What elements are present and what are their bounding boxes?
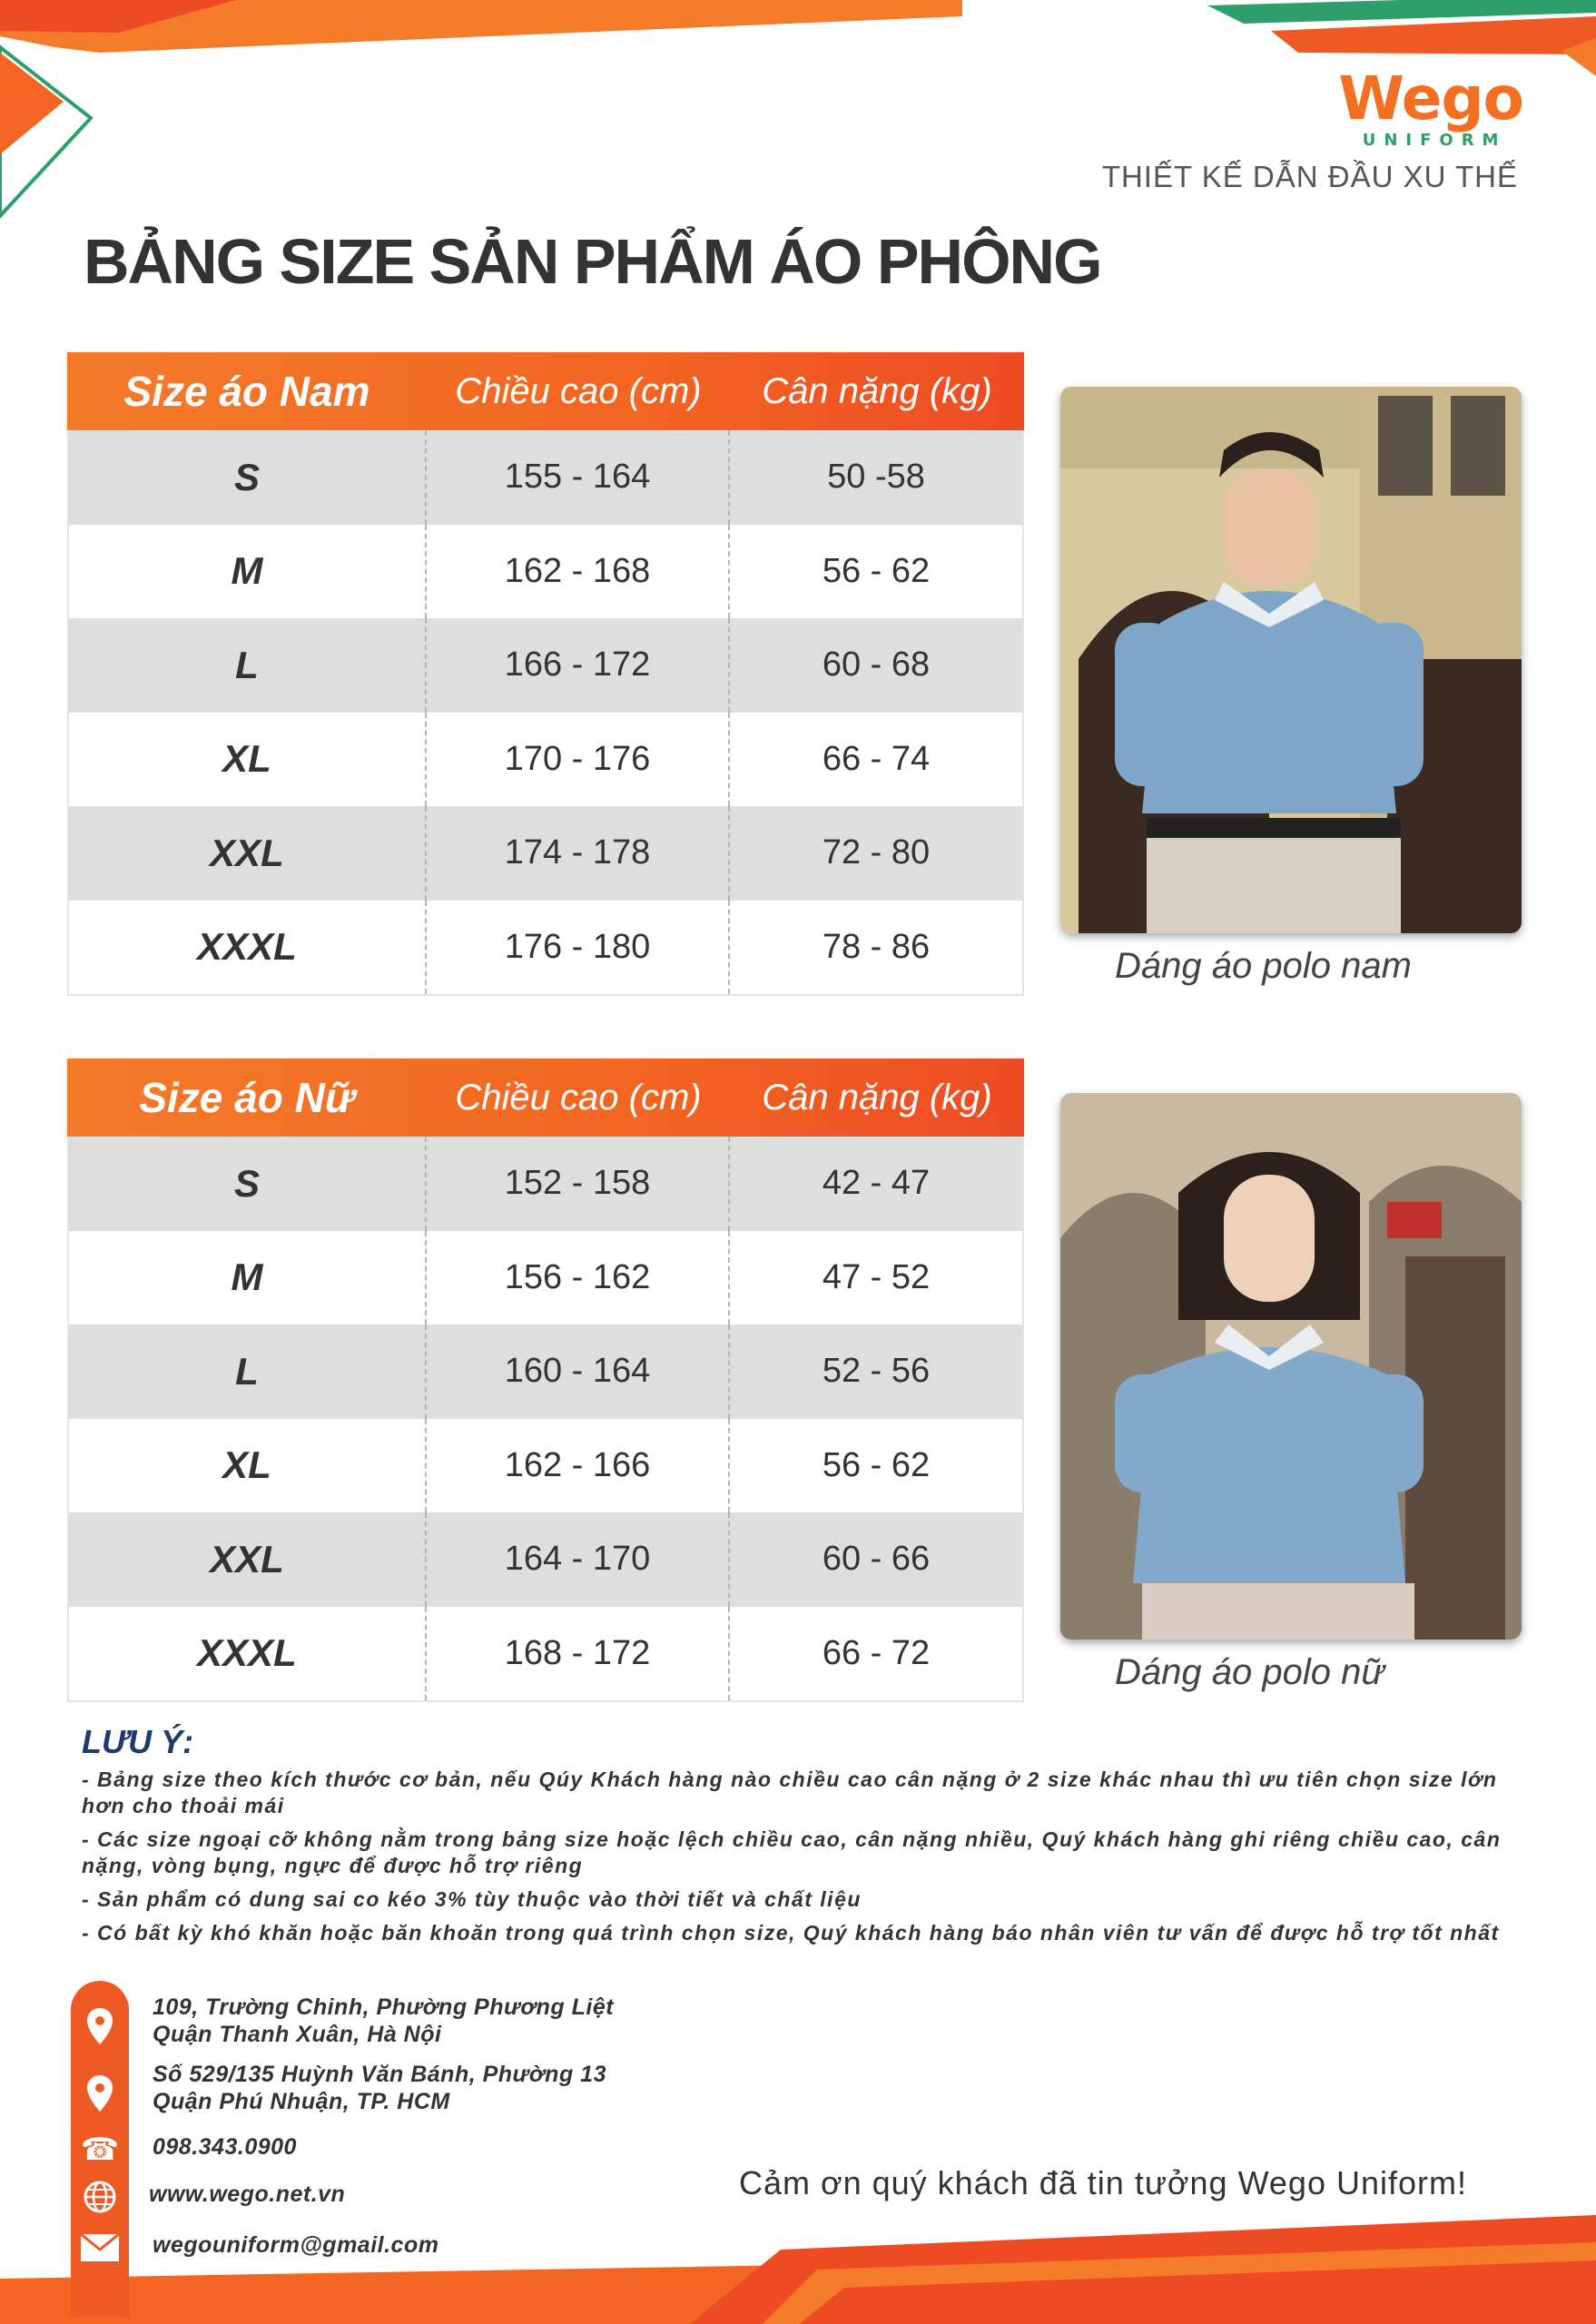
table-row: [67, 1607, 1024, 1701]
weight-cell: 72 - 80: [822, 833, 931, 872]
page-title: BẢNG SIZE SẢN PHẨM ÁO PHÔNG: [84, 226, 1101, 297]
table-row: [67, 806, 1024, 901]
height-cell: 166 - 172: [427, 618, 730, 713]
women-size-table: [67, 1059, 1024, 1702]
size-cell: XXL: [69, 806, 427, 901]
address-1-line-2: Quận Thanh Xuân, Hà Nội: [153, 2022, 442, 2047]
size-cell: S: [69, 430, 427, 525]
weight-cell: 66 - 74: [822, 739, 931, 778]
phone-icon: ☎: [80, 2132, 120, 2167]
weight-cell: 66 - 72: [822, 1633, 931, 1672]
mail-icon: [76, 2224, 123, 2271]
brand-sub: UNIFORM: [1362, 131, 1507, 150]
women-header-size: Size áo Nữ: [139, 1074, 355, 1121]
weight-cell: 52 - 56: [822, 1352, 931, 1391]
address-2-line-2: Quận Phú Nhuận, TP. HCM: [153, 2089, 450, 2114]
left-orange-triangle: [0, 53, 64, 154]
note-item: - Có bất kỳ khó khăn hoặc băn khoăn trong quá trình chọn size, Quý khách hàng báo nhân viên tư vấn để được hỗ trợ tốt nhất: [82, 1921, 1500, 1945]
brand-logo: [1338, 64, 1523, 150]
table-row: [67, 1324, 1024, 1419]
size-cell: XXXL: [69, 901, 427, 995]
height-cell: 162 - 168: [427, 525, 730, 619]
address-2-line-1: Số 529/135 Huỳnh Văn Bánh, Phường 13: [153, 2062, 606, 2087]
height-cell: 160 - 164: [427, 1324, 730, 1419]
women-polo-photo: [1060, 1093, 1522, 1640]
table-row: [67, 901, 1024, 995]
table-row: [67, 1512, 1024, 1607]
weight-cell: 56 - 62: [822, 551, 931, 590]
size-cell: XL: [69, 713, 427, 807]
table-row: [67, 713, 1024, 807]
note-item: - Bảng size theo kích thước cơ bản, nếu Qúy Khách hàng nào chiều cao cân nặng ở 2 size khác nhau thì ưu tiên chọn size lớn hơn cho thoải mái: [82, 1768, 1498, 1817]
slogan: THIẾT KẾ DẪN ĐẦU XU THẾ: [1101, 160, 1518, 193]
phone-number[interactable]: 098.343.0900: [153, 2134, 297, 2160]
note-item: - Sản phẩm có dung sai co kéo 3% tùy thuộc vào thời tiết và chất liệu: [82, 1887, 862, 1911]
table-row: [67, 430, 1024, 525]
size-cell: S: [69, 1137, 427, 1231]
size-cell: M: [69, 1231, 427, 1325]
height-cell: 174 - 178: [427, 806, 730, 901]
men-table-header: [67, 352, 1024, 430]
men-header-size: Size áo Nam: [123, 368, 370, 415]
weight-cell: 78 - 86: [822, 927, 931, 966]
height-cell: 155 - 164: [427, 430, 730, 525]
table-row: [67, 525, 1024, 619]
weight-cell: 42 - 47: [822, 1164, 931, 1203]
size-cell: XL: [69, 1419, 427, 1513]
size-cell: L: [69, 618, 427, 713]
weight-cell: 47 - 52: [822, 1257, 931, 1296]
men-header-weight: Cân nặng (kg): [762, 370, 992, 411]
size-cell: L: [69, 1324, 427, 1419]
men-size-table: [67, 352, 1024, 996]
height-cell: 162 - 166: [427, 1419, 730, 1513]
women-table-header: [67, 1059, 1024, 1137]
women-photo-caption: Dáng áo polo nữ: [1115, 1652, 1384, 1692]
table-row: [67, 1137, 1024, 1231]
men-photo-caption: Dáng áo polo nam: [1115, 946, 1412, 986]
women-header-height: Chiều cao (cm): [455, 1077, 702, 1118]
thank-you-message: Cảm ơn quý khách đã tin tưởng Wego Uniform!: [739, 2164, 1467, 2201]
top-right-orange-stripe: [1271, 16, 1596, 54]
men-header-height: Chiều cao (cm): [455, 370, 702, 411]
height-cell: 164 - 170: [427, 1512, 730, 1607]
brand-name: Wego: [1338, 64, 1523, 133]
website-link[interactable]: www.wego.net.vn: [149, 2181, 346, 2207]
size-cell: XXXL: [69, 1607, 427, 1701]
men-polo-photo: [1060, 387, 1522, 933]
globe-icon: [76, 2173, 123, 2221]
height-cell: 152 - 158: [427, 1137, 730, 1231]
note-item: - Các size ngoại cỡ không nằm trong bảng size hoặc lệch chiều cao, cân nặng nhiều, Quý khách hàng ghi riêng chiều cao, cân nặng, vòng bụng, ngực để được hỗ trợ riêng: [82, 1827, 1502, 1877]
address-1-line-1: 109, Trường Chinh, Phường Phương Liệt: [153, 1994, 615, 2020]
table-row: [67, 618, 1024, 713]
notes-title: LƯU Ý:: [82, 1723, 194, 1760]
map-pin-icon: [76, 2070, 123, 2117]
height-cell: 156 - 162: [427, 1231, 730, 1325]
size-cell: M: [69, 525, 427, 619]
table-row: [67, 1419, 1024, 1513]
address-1: [153, 1994, 614, 2048]
map-pin-icon: [76, 2003, 123, 2050]
email-link[interactable]: wegouniform@gmail.com: [153, 2232, 439, 2258]
size-cell: XXL: [69, 1512, 427, 1607]
women-header-weight: Cân nặng (kg): [762, 1077, 992, 1118]
weight-cell: 50 -58: [827, 458, 925, 497]
notes-list: [82, 1767, 1525, 1954]
table-row: [67, 1231, 1024, 1325]
height-cell: 176 - 180: [427, 901, 730, 995]
weight-cell: 60 - 68: [822, 645, 931, 684]
weight-cell: 56 - 62: [822, 1445, 931, 1484]
height-cell: 168 - 172: [427, 1607, 730, 1701]
address-2: [153, 2061, 606, 2115]
weight-cell: 60 - 66: [822, 1540, 931, 1579]
height-cell: 170 - 176: [427, 713, 730, 807]
